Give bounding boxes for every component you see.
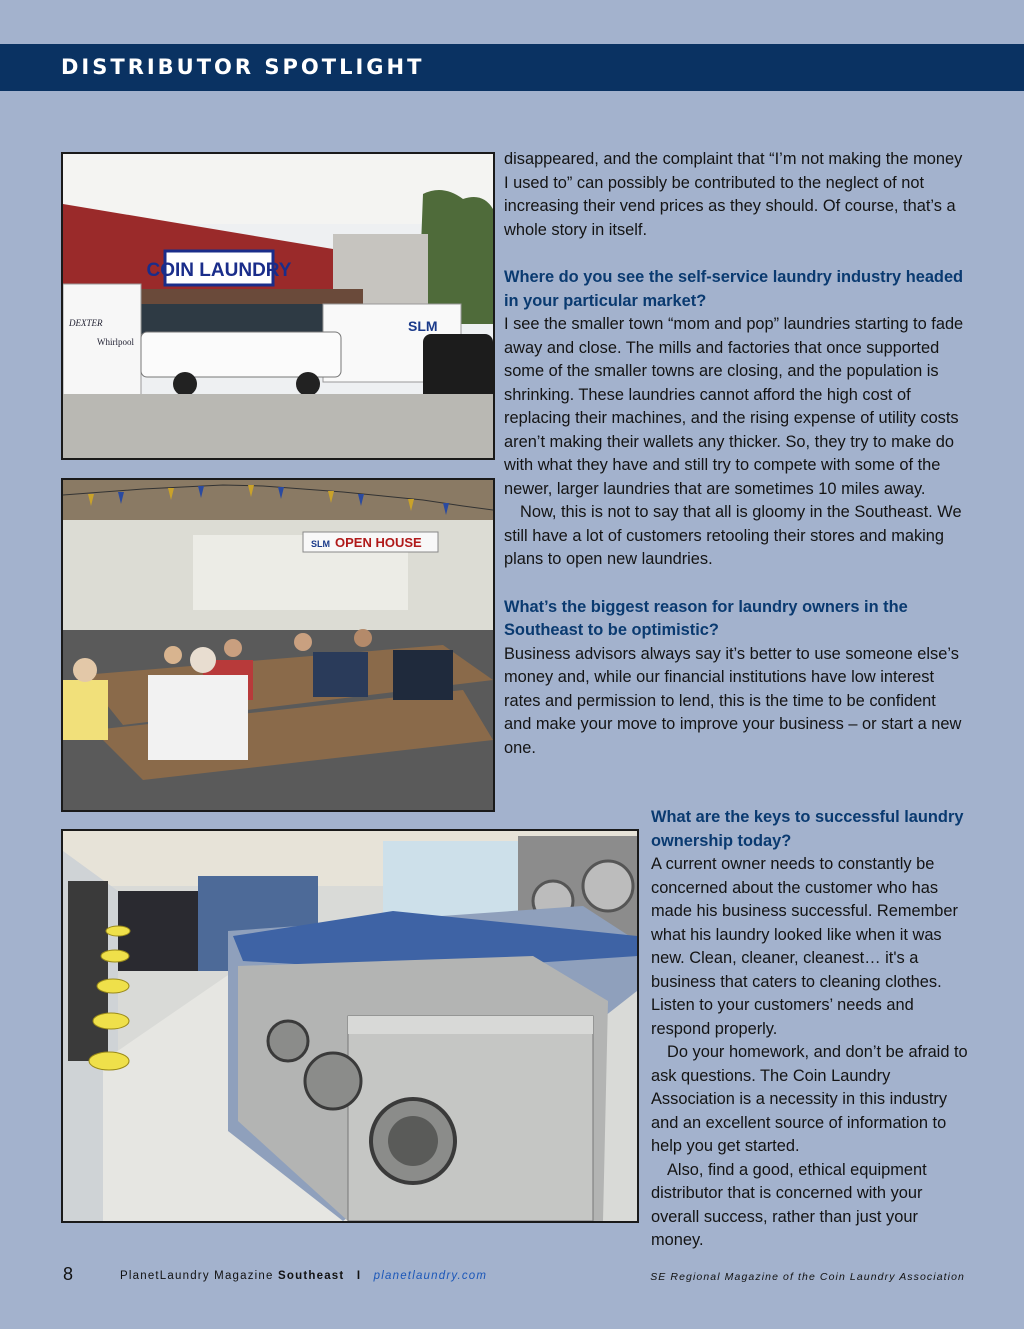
footer-separator: I bbox=[356, 1270, 362, 1282]
article-paragraph: Also, find a good, ethical equipment distributor that is concerned with your overall success, rather than just your money. bbox=[651, 1160, 927, 1249]
magazine-edition: Southeast bbox=[278, 1270, 345, 1282]
article-column-bottom bbox=[651, 806, 969, 1253]
article-paragraph: I see the smaller town “mom and pop” laundries starting to fade away and close. The mills and factories that once supported some of the smaller towns are closing, and the population is shrinking. These laundries cannot afford the high cost of replacing their machines, and the rising expense of utility costs aren’t making their wallets any thicker. So, they try to make do with what they have and still try to compete with some of the newer, larger laundries that are sometimes 10 miles away. bbox=[504, 315, 964, 498]
magazine-name: PlanetLaundry Magazine bbox=[120, 1270, 274, 1282]
article-paragraph: Now, this is not to say that all is gloomy in the Southeast. We still have a lot of customers retooling their stores and making plans to open new laundries. bbox=[504, 503, 962, 568]
article-paragraph: Do your homework, and don’t be afraid to ask questions. The Coin Laundry Association is a necessity in this industry and an excellent source of information to help you get started. bbox=[651, 1043, 968, 1155]
section-banner bbox=[0, 44, 1024, 91]
footer-magazine bbox=[120, 1270, 487, 1282]
article-paragraph: A current owner needs to constantly be concerned about the customer who has made his business successful. Remember what his laundry looked like when it was new. Clean, cleaner, cleanest… it's a business that caters to cleaning clothes. Listen to your customers’ needs and respond properly. bbox=[651, 855, 958, 1038]
trailer-brand-slm: SLM bbox=[408, 318, 438, 334]
open-house-banner: OPEN HOUSE bbox=[335, 535, 422, 550]
section-title: DISTRIBUTOR SPOTLIGHT bbox=[61, 55, 425, 79]
question-heading: What are the keys to successful laundry ownership today? bbox=[651, 808, 964, 850]
article-paragraph: disappeared, and the complaint that “I’m not making the money I used to” can possibly be contributed to the neglect of not increasing their vend prices as they should. Of course, that’s a whole story in itself. bbox=[504, 150, 963, 239]
question-heading: What’s the biggest reason for laundry owners in the Southeast to be optimistic? bbox=[504, 597, 908, 639]
open-house-brand: SLM bbox=[311, 539, 330, 549]
article-paragraph: Business advisors always say it’s better to use someone else’s money and, while our financial institutions have low interest rates and permission to lend, this is the time to be confident and make your move to improve your business – or start a new one. bbox=[504, 644, 962, 757]
photo-open-house bbox=[61, 478, 495, 812]
photo-storefront bbox=[61, 152, 495, 460]
article-column-right bbox=[504, 148, 966, 760]
page-number: 8 bbox=[63, 1264, 74, 1284]
website-link[interactable]: planetlaundry.com bbox=[373, 1270, 488, 1282]
trailer-brand-whirlpool: Whirlpool bbox=[97, 337, 134, 347]
footer-tagline: SE Regional Magazine of the Coin Laundry Association bbox=[650, 1271, 965, 1283]
photo-laundromat bbox=[61, 829, 639, 1223]
storefront-sign-text: COIN LAUNDRY bbox=[146, 260, 292, 281]
question-heading: Where do you see the self-service laundry industry headed in your particular market? bbox=[504, 268, 964, 310]
trailer-brand-dexter: DEXTER bbox=[69, 318, 103, 328]
